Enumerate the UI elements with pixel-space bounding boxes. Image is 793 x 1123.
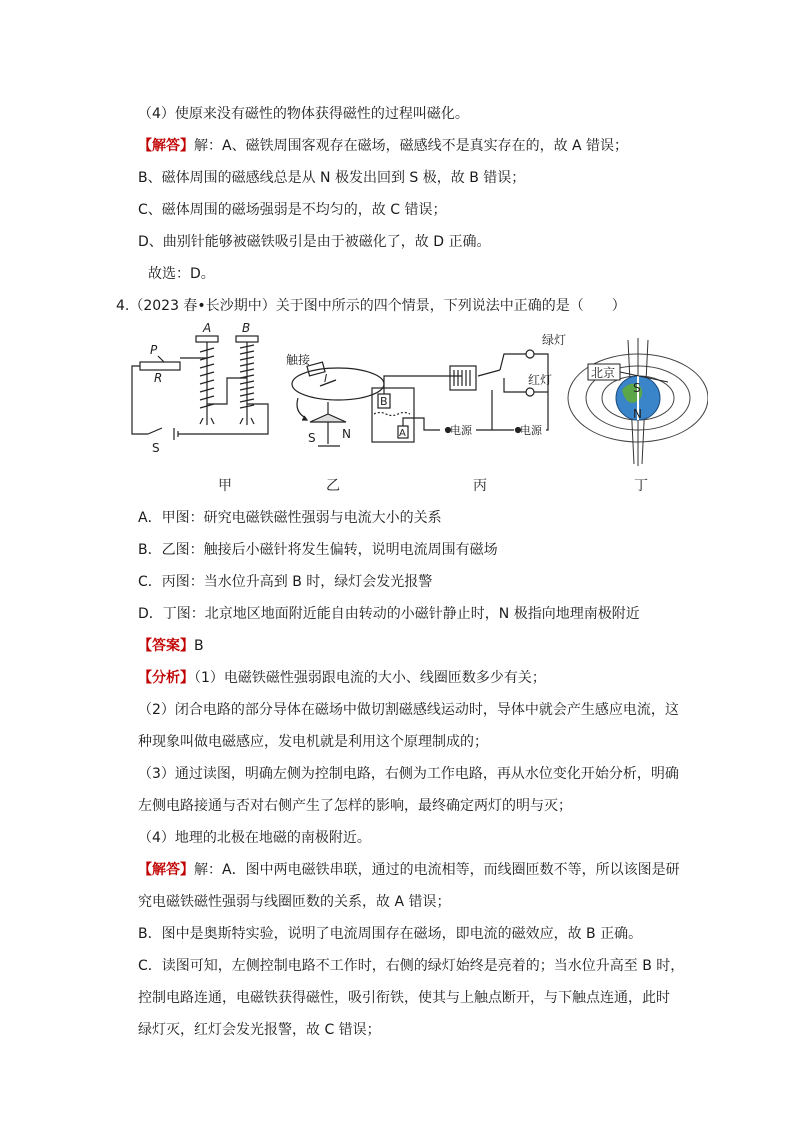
text-line: （4）使原来没有磁性的物体获得磁性的过程叫磁化。 [138, 106, 469, 122]
analysis-line: 种现象叫做电磁感应，发电机就是利用这个原理制成的； [138, 734, 488, 750]
text-line [138, 136, 628, 156]
text-span: 解：A．图中两电磁铁串联，通过的电流相等，而线圈匝数不等，所以该图是研 [194, 862, 680, 878]
figure-four-scenes [128, 318, 708, 498]
caption-jia: 甲 [218, 478, 232, 494]
analysis-tag: 【分析】 [138, 670, 194, 686]
text-span: （1）电磁铁磁性强弱跟电流的大小、线圈匝数多少有关； [194, 670, 546, 686]
scene-bing [372, 332, 566, 494]
label-a: A [203, 321, 212, 335]
label-cup-a: A [399, 428, 406, 439]
answer-value: B [194, 638, 204, 654]
answer-line [138, 636, 204, 656]
scene-ding [568, 338, 708, 466]
solution-line: 究电磁铁磁性强弱与线圈匝数的关系，故 A 错误； [138, 894, 451, 910]
analysis-line [138, 668, 546, 688]
text-line: D、曲别针能够被磁铁吸引是由于被磁化了，故 D 正确。 [138, 234, 491, 250]
scene-jia [132, 321, 268, 455]
analysis-line: （3）通过读图，明确左侧为控制电路，右侧为工作电路，再从水位变化开始分析，明确 [138, 766, 679, 782]
label-cup-b: B [380, 395, 388, 408]
label-beijing: 北京 [591, 366, 616, 380]
text-line: 故选：D。 [148, 266, 215, 282]
label-earth-s: S [633, 381, 641, 395]
label-s2: S [308, 431, 316, 445]
solution-line: C．读图可知，左侧控制电路不工作时，右侧的绿灯始终是亮着的；当水位升高至 B 时， [138, 958, 685, 974]
label-red-lamp: 红灯 [528, 373, 553, 387]
caption-yi: 乙 [326, 478, 340, 494]
label-n: N [342, 427, 351, 441]
solution-line: 绿灯灭，红灯会发光报警，故 C 错误； [138, 1022, 381, 1038]
option-a: A．甲图：研究电磁铁磁性强弱与电流大小的关系 [138, 510, 442, 526]
analysis-line: （2）闭合电路的部分导体在磁场中做切割磁感线运动时，导体中就会产生感应电流，这 [138, 702, 679, 718]
solution-line: 控制电路连通，电磁铁获得磁性，吸引衔铁，使其与上触点断开，与下触点连通，此时 [138, 990, 670, 1006]
solution-tag: 【解答】 [138, 862, 194, 878]
option-d: D．丁图：北京地区地面附近能自由转动的小磁针静止时，N 极指向地理南极附近 [138, 606, 640, 622]
text-span: 解：A、磁铁周围客观存在磁场，磁感线不是真实存在的，故 A 错误； [194, 138, 629, 154]
caption-bing: 丙 [473, 478, 487, 494]
analysis-line: （4）地理的北极在地磁的南极附近。 [138, 830, 371, 846]
option-b: B．乙图：触接后小磁针将发生偏转，说明电流周围有磁场 [138, 542, 498, 558]
caption-ding: 丁 [634, 478, 648, 494]
analysis-line: 左侧电路接通与否对右侧产生了怎样的影响，最终确定两灯的明与灭； [138, 798, 572, 814]
text-line: C、磁体周围的磁场强弱是不均匀的，故 C 错误； [138, 202, 447, 218]
label-power2: 电源 [520, 424, 542, 437]
label-earth-n: N [633, 407, 642, 421]
scene-yi [286, 352, 384, 446]
label-power1: 电源 [450, 424, 472, 437]
label-touch: 触接 [286, 353, 311, 367]
label-green-lamp: 绿灯 [542, 333, 567, 347]
label-r: R [154, 371, 163, 385]
label-s: S [152, 441, 160, 455]
label-b: B [242, 321, 251, 335]
label-p: P [150, 343, 158, 357]
option-c: C．丙图：当水位升高到 B 时，绿灯会发光报警 [138, 574, 433, 590]
solution-line [138, 860, 680, 880]
answer-tag: 【答案】 [138, 638, 194, 654]
answer-tag: 【解答】 [138, 138, 194, 154]
solution-line: B．图中是奥斯特实验，说明了电流周围存在磁场，即电流的磁效应，故 B 正确。 [138, 926, 643, 942]
question-title: 4.（2023 春•长沙期中）关于图中所示的四个情景，下列说法中正确的是（ ） [116, 298, 626, 314]
text-line: B、磁体周围的磁感线总是从 N 极发出回到 S 极，故 B 错误； [138, 170, 526, 186]
label-i: I [324, 372, 328, 385]
